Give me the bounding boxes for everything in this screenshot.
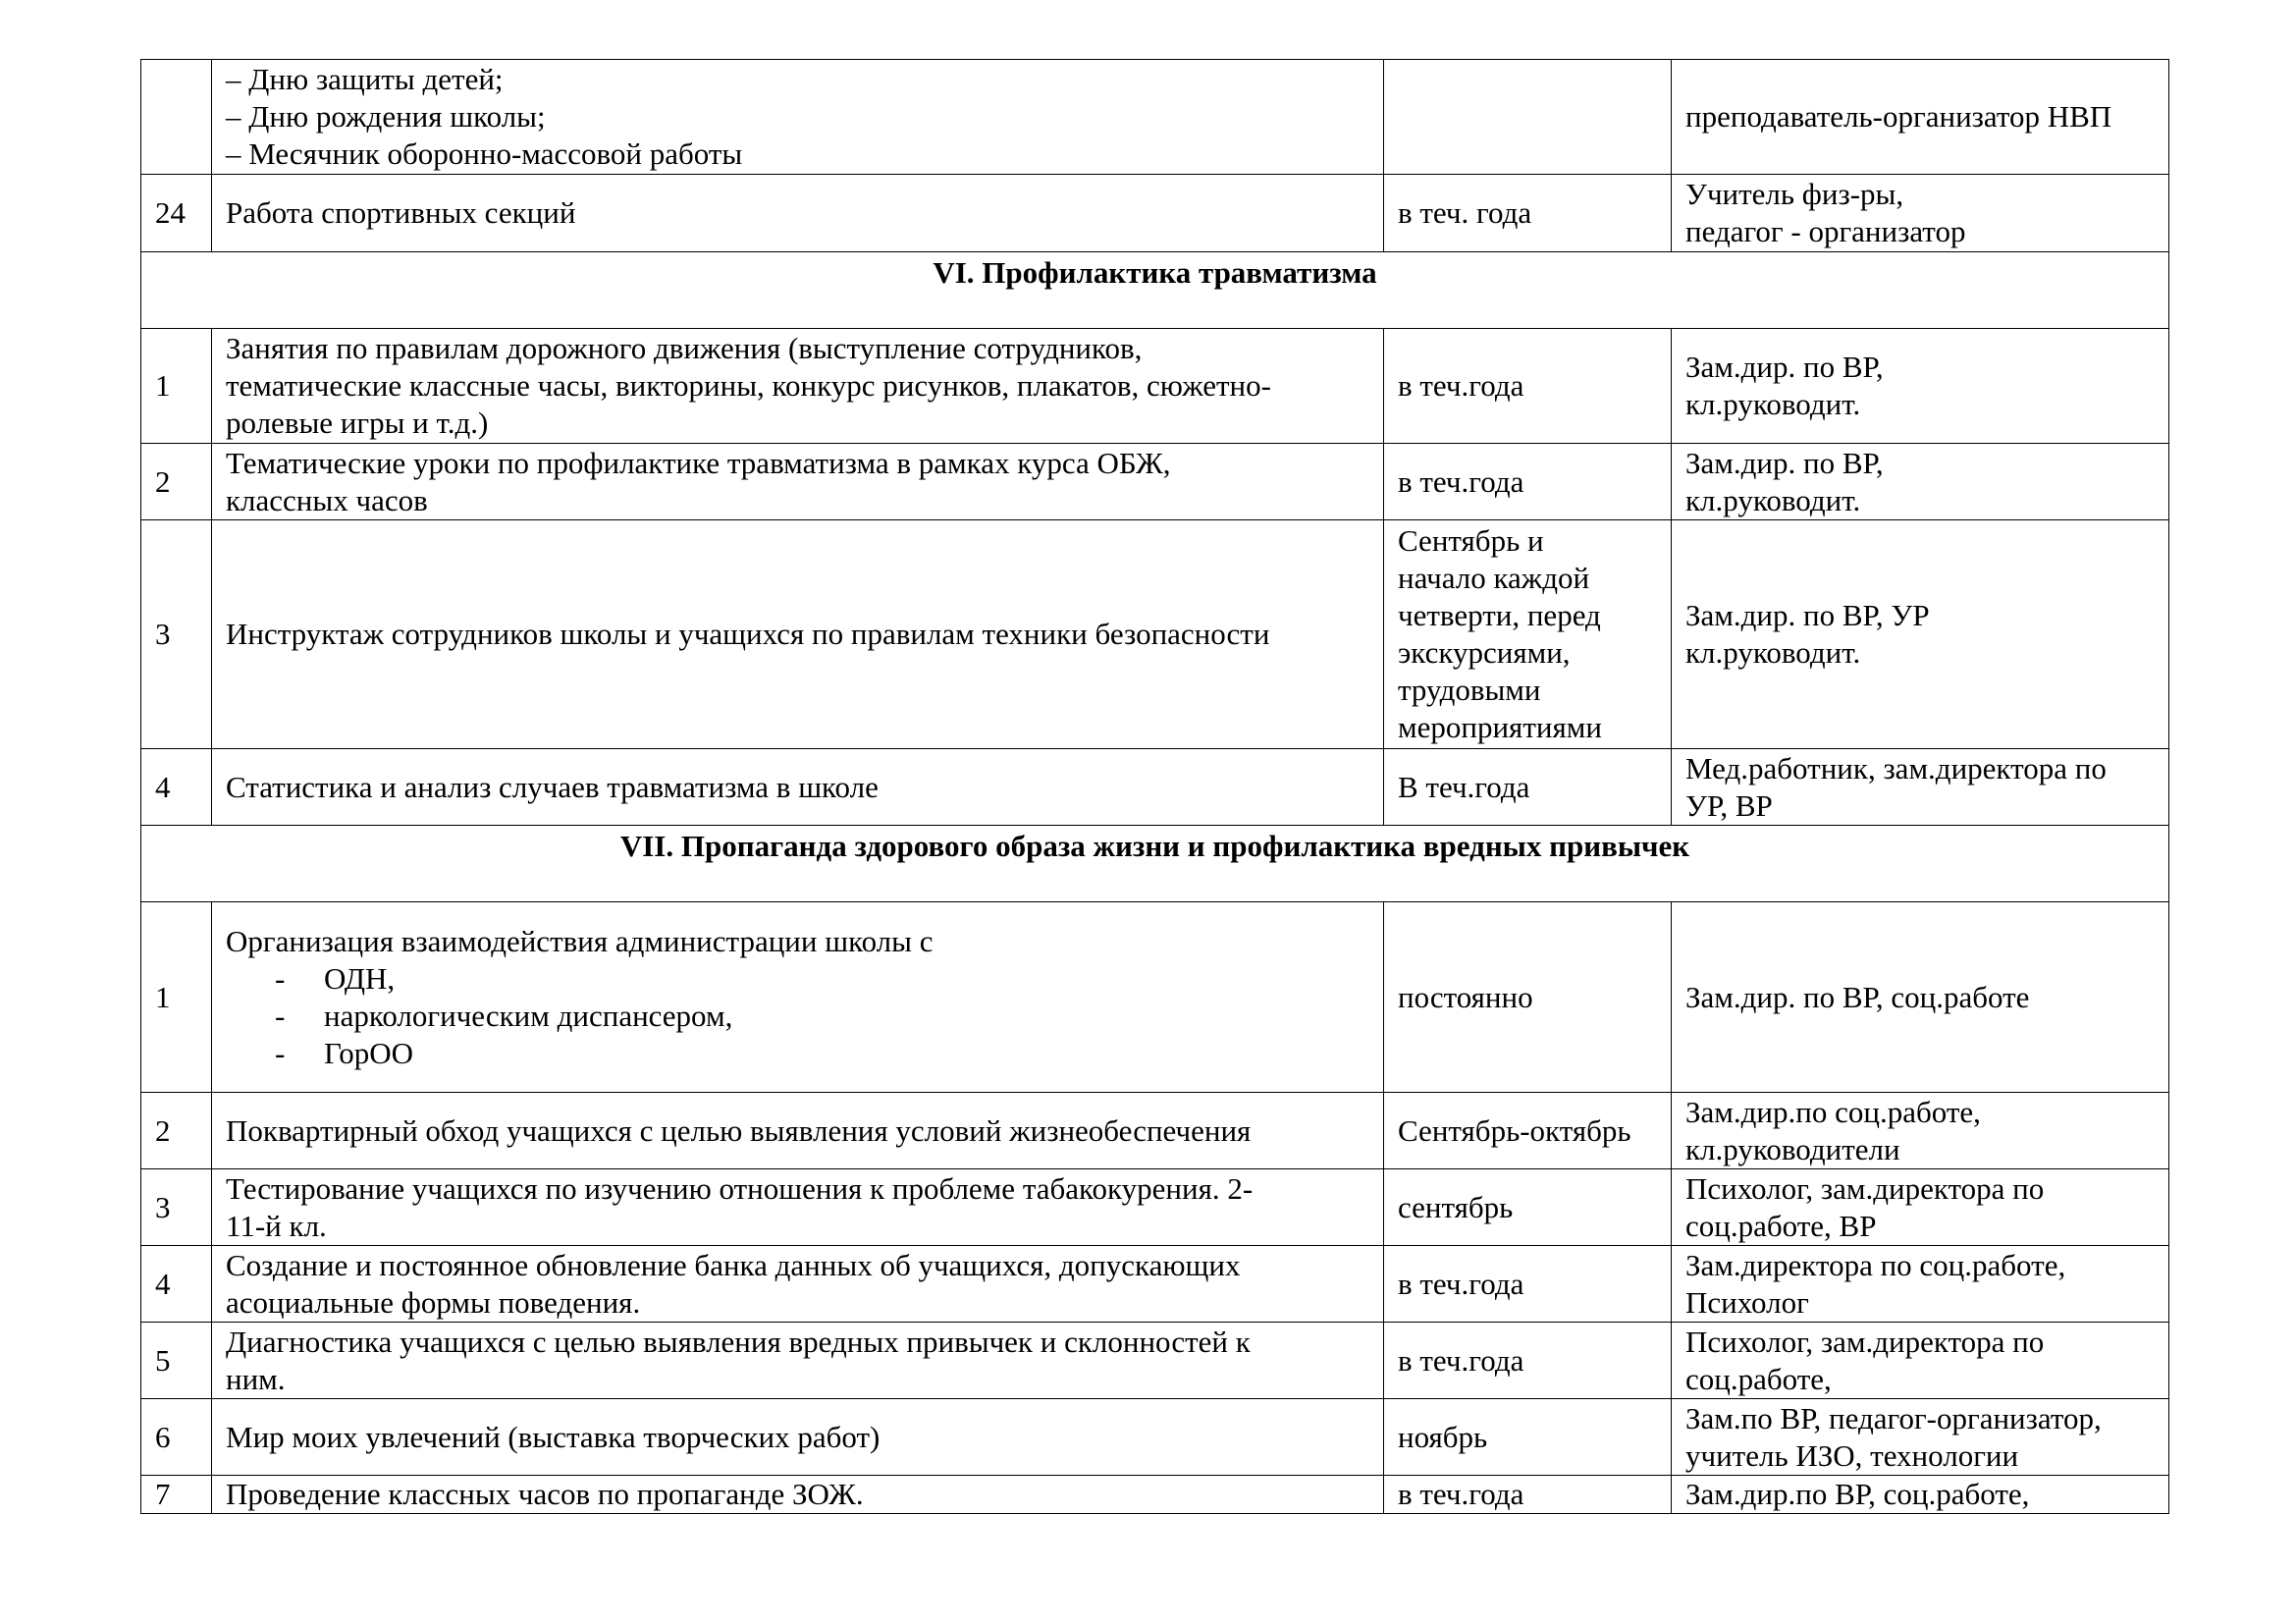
timing-cell: в теч.года xyxy=(1384,1476,1672,1514)
table-row xyxy=(141,329,2169,444)
row-number-cell: 4 xyxy=(141,1246,212,1323)
responsible-cell: Зам.дир. по ВР, кл.руководит. xyxy=(1672,329,2169,444)
activity-cell: Инструктаж сотрудников школы и учащихся по правилам техники безопасности xyxy=(212,520,1384,749)
list-item: – Дню защиты детей; xyxy=(226,62,504,96)
table-row xyxy=(141,520,2169,749)
timing-cell: в теч.года xyxy=(1384,1246,1672,1323)
table-row xyxy=(141,1399,2169,1476)
table-row-continuation xyxy=(141,60,2169,175)
activity-cell: Занятия по правилам дорожного движения (выступление сотрудников, тематические классные часы, викторины, конкурс рисунков, плакатов, сюжетно- ролевые игры и т.д.) xyxy=(212,329,1384,444)
activity-cell xyxy=(212,60,1384,175)
timing-cell: в теч.года xyxy=(1384,1323,1672,1399)
table-row xyxy=(141,749,2169,826)
row-number-cell: 3 xyxy=(141,1169,212,1246)
list-item: – Месячник оборонно-массовой работы xyxy=(226,136,743,171)
section-title: VI. Профилактика травматизма xyxy=(141,252,2169,329)
activity-cell: Работа спортивных секций xyxy=(212,175,1384,252)
responsible-cell: Мед.работник, зам.директора по УР, ВР xyxy=(1672,749,2169,826)
responsible-cell: Зам.дир. по ВР, соц.работе xyxy=(1672,902,2169,1093)
list-item: – Дню рождения школы; xyxy=(226,99,546,134)
activity-cell: Проведение классных часов по пропаганде ЗОЖ. xyxy=(212,1476,1384,1514)
row-number-cell: 4 xyxy=(141,749,212,826)
section-7-rows xyxy=(141,1093,2169,1514)
activity-cell: Мир моих увлечений (выставка творческих работ) xyxy=(212,1399,1384,1476)
timing-cell: в теч.года xyxy=(1384,444,1672,520)
responsible-cell: Зам.по ВР, педагог-организатор, учитель ИЗО, технологии xyxy=(1672,1399,2169,1476)
row-number-cell: 24 xyxy=(141,175,212,252)
list-item: - ГорОО xyxy=(275,1035,1369,1072)
row-number-cell xyxy=(141,60,212,175)
activity-cell: Создание и постоянное обновление банка данных об учащихся, допускающих асоциальные формы поведения. xyxy=(212,1246,1384,1323)
timing-cell xyxy=(1384,60,1672,175)
timing-cell: Сентябрь и начало каждой четверти, перед экскурсиями, трудовыми мероприятиями xyxy=(1384,520,1672,749)
timing-cell: Сентябрь-октябрь xyxy=(1384,1093,1672,1169)
partner-list xyxy=(226,960,1369,1072)
section-6-rows xyxy=(141,329,2169,826)
responsible-cell: Учитель физ-ры, педагог - организатор xyxy=(1672,175,2169,252)
activity-cell: Тематические уроки по профилактике травматизма в рамках курса ОБЖ, классных часов xyxy=(212,444,1384,520)
responsible-cell: Зам.директора по соц.работе, Психолог xyxy=(1672,1246,2169,1323)
timing-cell: ноябрь xyxy=(1384,1399,1672,1476)
table-row xyxy=(141,1169,2169,1246)
responsible-cell: Психолог, зам.директора по соц.работе, xyxy=(1672,1323,2169,1399)
timing-cell: в теч.года xyxy=(1384,329,1672,444)
table-row xyxy=(141,1476,2169,1514)
table-row xyxy=(141,1323,2169,1399)
responsible-cell: Психолог, зам.директора по соц.работе, ВР xyxy=(1672,1169,2169,1246)
row-number-cell: 2 xyxy=(141,444,212,520)
timing-cell: сентябрь xyxy=(1384,1169,1672,1246)
row-number-cell: 2 xyxy=(141,1093,212,1169)
table-row xyxy=(141,1246,2169,1323)
timing-cell: В теч.года xyxy=(1384,749,1672,826)
table-row xyxy=(141,444,2169,520)
row-number-cell: 1 xyxy=(141,902,212,1093)
list-item: - наркологическим диспансером, xyxy=(275,998,1369,1035)
activity-plan-table xyxy=(140,59,2169,1514)
responsible-cell: Зам.дир. по ВР, кл.руководит. xyxy=(1672,444,2169,520)
row-number-cell: 1 xyxy=(141,329,212,444)
row-number-cell: 7 xyxy=(141,1476,212,1514)
activity-cell: Тестирование учащихся по изучению отношения к проблеме табакокурения. 2- 11-й кл. xyxy=(212,1169,1384,1246)
row-number-cell: 5 xyxy=(141,1323,212,1399)
section-title: VII. Пропаганда здорового образа жизни и профилактика вредных привычек xyxy=(141,826,2169,902)
responsible-cell: Зам.дир.по соц.работе, кл.руководители xyxy=(1672,1093,2169,1169)
activity-cell: Статистика и анализ случаев травматизма в школе xyxy=(212,749,1384,826)
table-row xyxy=(141,175,2169,252)
responsible-cell: Зам.дир. по ВР, УР кл.руководит. xyxy=(1672,520,2169,749)
row-number-cell: 3 xyxy=(141,520,212,749)
table-row xyxy=(141,1093,2169,1169)
timing-cell: постоянно xyxy=(1384,902,1672,1093)
row-number-cell: 6 xyxy=(141,1399,212,1476)
section-header-row xyxy=(141,826,2169,902)
responsible-cell: преподаватель-организатор НВП xyxy=(1672,60,2169,175)
activity-cell: Поквартирный обход учащихся с целью выявления условий жизнеобеспечения xyxy=(212,1093,1384,1169)
timing-cell: в теч. года xyxy=(1384,175,1672,252)
table-row xyxy=(141,902,2169,1093)
activity-cell: Диагностика учащихся с целью выявления вредных привычек и склонностей к ним. xyxy=(212,1323,1384,1399)
list-item: - ОДН, xyxy=(275,960,1369,998)
section-header-row xyxy=(141,252,2169,329)
responsible-cell: Зам.дир.по ВР, соц.работе, xyxy=(1672,1476,2169,1514)
activity-cell: Организация взаимодействия администрации школы с - ОДН, - наркологическим диспансером, - ГорОО xyxy=(212,902,1384,1093)
